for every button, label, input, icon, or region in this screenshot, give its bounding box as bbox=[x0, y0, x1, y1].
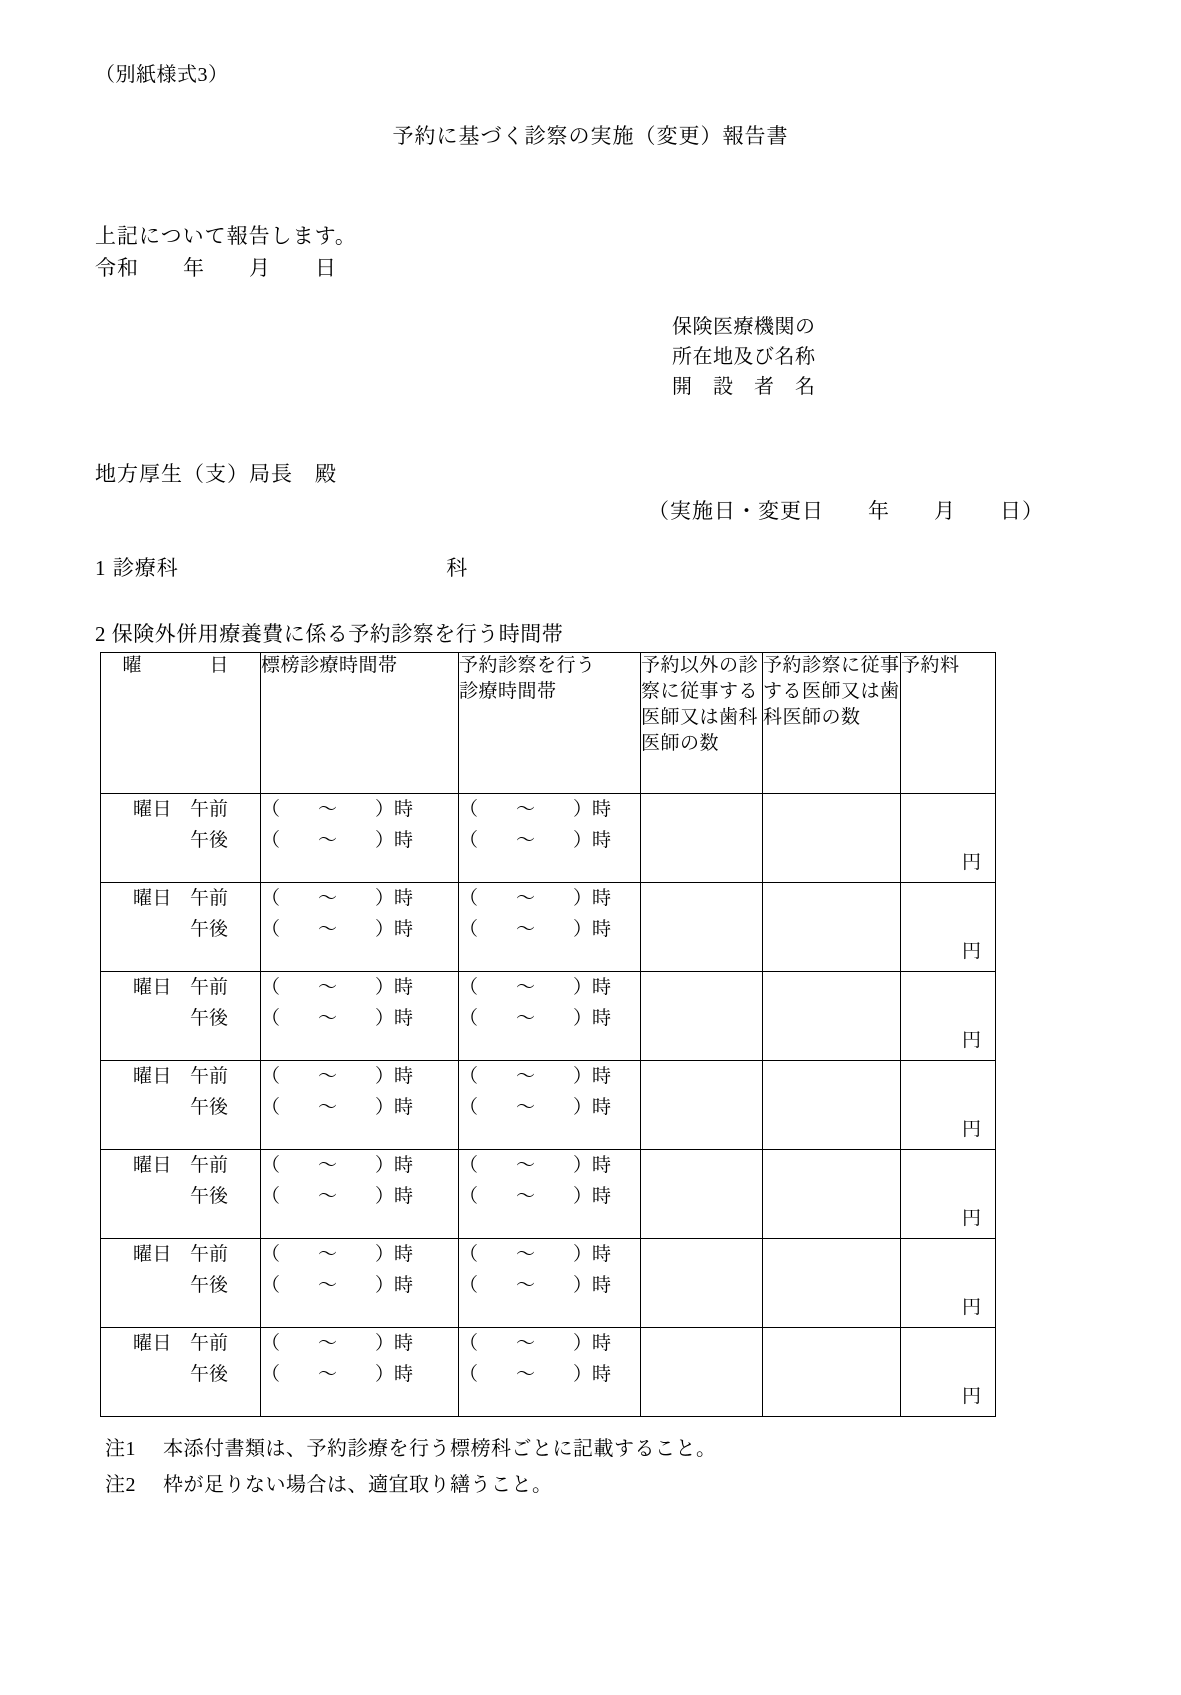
table-header-row bbox=[101, 653, 996, 794]
form-code: （別紙様式3） bbox=[95, 64, 229, 86]
row-am-label: 午前 bbox=[190, 799, 229, 820]
doctors-reserved-cell[interactable] bbox=[763, 1061, 901, 1150]
schedule-table bbox=[100, 652, 996, 1417]
section-2-heading bbox=[95, 618, 563, 648]
header-fee: 予約料 bbox=[901, 653, 996, 794]
header-reserved-hours-line-1: 予約診察を行う bbox=[459, 655, 596, 676]
note-2-label: 注2 bbox=[105, 1474, 136, 1496]
facility-info-block bbox=[672, 312, 816, 402]
reserved-am-field[interactable]: （ ～ ）時 bbox=[459, 977, 612, 998]
reserved-am-field[interactable]: （ ～ ）時 bbox=[459, 1066, 612, 1087]
facility-label-line-2: 所在地及び名称 bbox=[672, 346, 816, 368]
doctors-other-cell[interactable] bbox=[641, 1150, 763, 1239]
row-pm-label: 午後 bbox=[190, 1186, 229, 1207]
hyobo-am-field[interactable]: （ ～ ）時 bbox=[261, 888, 414, 909]
fee-unit: 円 bbox=[961, 1297, 981, 1318]
hyobo-hours-cell[interactable] bbox=[261, 794, 459, 883]
note-2 bbox=[105, 1468, 553, 1497]
fee-unit: 円 bbox=[961, 1208, 981, 1229]
row-day-label: 曜日 bbox=[132, 799, 172, 820]
row-am-label: 午前 bbox=[190, 1066, 229, 1087]
row-am-label: 午前 bbox=[190, 888, 229, 909]
table-row bbox=[101, 1150, 996, 1239]
hyobo-hours-cell[interactable] bbox=[261, 1328, 459, 1417]
row-day-label: 曜日 bbox=[132, 1066, 172, 1087]
row-pm-label: 午後 bbox=[190, 1275, 229, 1296]
hyobo-pm-field[interactable]: （ ～ ）時 bbox=[261, 1008, 414, 1029]
fee-cell[interactable] bbox=[901, 794, 996, 883]
reserved-hours-cell[interactable] bbox=[459, 1328, 641, 1417]
facility-label-line-3: 開 設 者 名 bbox=[672, 376, 816, 398]
fee-cell[interactable] bbox=[901, 1239, 996, 1328]
row-day-cell bbox=[101, 883, 261, 972]
reserved-hours-cell[interactable] bbox=[459, 1150, 641, 1239]
row-pm-label: 午後 bbox=[190, 830, 229, 851]
section-1-number: 1 bbox=[95, 556, 107, 580]
reserved-hours-cell[interactable] bbox=[459, 794, 641, 883]
hyobo-hours-cell[interactable] bbox=[261, 1239, 459, 1328]
fee-cell[interactable] bbox=[901, 972, 996, 1061]
fee-cell[interactable] bbox=[901, 1061, 996, 1150]
intro-statement: 上記について報告します。 bbox=[95, 224, 357, 248]
doctors-reserved-cell[interactable] bbox=[763, 1150, 901, 1239]
note-1-text: 本添付書類は、予約診療を行う標榜科ごとに記載すること。 bbox=[163, 1438, 717, 1460]
header-hyobo-hours: 標榜診療時間帯 bbox=[261, 653, 459, 794]
table-row bbox=[101, 883, 996, 972]
row-pm-label: 午後 bbox=[190, 1364, 229, 1385]
row-day-cell bbox=[101, 1061, 261, 1150]
row-am-label: 午前 bbox=[190, 977, 229, 998]
fee-cell[interactable] bbox=[901, 1328, 996, 1417]
hyobo-am-field[interactable]: （ ～ ）時 bbox=[261, 799, 414, 820]
hyobo-pm-field[interactable]: （ ～ ）時 bbox=[261, 1097, 414, 1118]
doctors-other-cell[interactable] bbox=[641, 1239, 763, 1328]
doctors-reserved-cell[interactable] bbox=[763, 1239, 901, 1328]
table-row bbox=[101, 1328, 996, 1417]
row-day-cell bbox=[101, 1239, 261, 1328]
reserved-am-field[interactable]: （ ～ ）時 bbox=[459, 1155, 612, 1176]
reserved-pm-field[interactable]: （ ～ ）時 bbox=[459, 830, 612, 851]
doctors-reserved-cell[interactable] bbox=[763, 972, 901, 1061]
note-1 bbox=[105, 1432, 717, 1461]
reserved-pm-field[interactable]: （ ～ ）時 bbox=[459, 1364, 612, 1385]
report-date-line: 令和 年 月 日 bbox=[95, 256, 337, 280]
section-1-unit: 科 bbox=[446, 556, 469, 580]
facility-label-line-1: 保険医療機関の bbox=[672, 316, 816, 338]
doctors-other-cell[interactable] bbox=[641, 972, 763, 1061]
hyobo-am-field[interactable]: （ ～ ）時 bbox=[261, 1066, 414, 1087]
reserved-pm-field[interactable]: （ ～ ）時 bbox=[459, 1186, 612, 1207]
header-doctors-other: 予約以外の診察に従事する医師又は歯科医師の数 bbox=[641, 653, 763, 794]
implementation-date-line: （実施日・変更日 年 月 日） bbox=[648, 499, 1044, 523]
row-pm-label: 午後 bbox=[190, 1097, 229, 1118]
hyobo-am-field[interactable]: （ ～ ）時 bbox=[261, 1155, 414, 1176]
table-row bbox=[101, 794, 996, 883]
reserved-hours-cell[interactable] bbox=[459, 883, 641, 972]
row-am-label: 午前 bbox=[190, 1333, 229, 1354]
fee-unit: 円 bbox=[961, 1386, 981, 1407]
fee-cell[interactable] bbox=[901, 1150, 996, 1239]
doctors-reserved-cell[interactable] bbox=[763, 794, 901, 883]
reserved-hours-cell[interactable] bbox=[459, 1061, 641, 1150]
header-doctors-reserved: 予約診察に従事する医師又は歯科医師の数 bbox=[763, 653, 901, 794]
hyobo-hours-cell[interactable] bbox=[261, 883, 459, 972]
row-day-label: 曜日 bbox=[132, 1244, 172, 1265]
hyobo-pm-field[interactable]: （ ～ ）時 bbox=[261, 830, 414, 851]
reserved-pm-field[interactable]: （ ～ ）時 bbox=[459, 919, 612, 940]
row-pm-label: 午後 bbox=[190, 919, 229, 940]
hyobo-am-field[interactable]: （ ～ ）時 bbox=[261, 1333, 414, 1354]
row-day-label: 曜日 bbox=[132, 1155, 172, 1176]
hyobo-am-field[interactable]: （ ～ ）時 bbox=[261, 1244, 414, 1265]
hyobo-pm-field[interactable]: （ ～ ）時 bbox=[261, 1364, 414, 1385]
hyobo-hours-cell[interactable] bbox=[261, 972, 459, 1061]
hyobo-hours-cell[interactable] bbox=[261, 1150, 459, 1239]
reserved-pm-field[interactable]: （ ～ ）時 bbox=[459, 1275, 612, 1296]
addressee-line: 地方厚生（支）局長 殿 bbox=[95, 462, 337, 486]
header-reserved-hours bbox=[459, 653, 641, 794]
hyobo-pm-field[interactable]: （ ～ ）時 bbox=[261, 1275, 414, 1296]
row-day-cell bbox=[101, 1150, 261, 1239]
row-day-label: 曜日 bbox=[132, 1333, 172, 1354]
row-day-cell bbox=[101, 972, 261, 1061]
doctors-other-cell[interactable] bbox=[641, 1328, 763, 1417]
reserved-pm-field[interactable]: （ ～ ）時 bbox=[459, 1097, 612, 1118]
fee-unit: 円 bbox=[961, 941, 981, 962]
doctors-other-cell[interactable] bbox=[641, 1061, 763, 1150]
hyobo-hours-cell[interactable] bbox=[261, 1061, 459, 1150]
table-row bbox=[101, 1239, 996, 1328]
note-2-text: 枠が足りない場合は、適宜取り繕うこと。 bbox=[163, 1474, 553, 1496]
fee-unit: 円 bbox=[961, 852, 981, 873]
fee-cell[interactable] bbox=[901, 883, 996, 972]
doctors-other-cell[interactable] bbox=[641, 794, 763, 883]
reserved-pm-field[interactable]: （ ～ ）時 bbox=[459, 1008, 612, 1029]
doctors-other-cell[interactable] bbox=[641, 883, 763, 972]
table-row bbox=[101, 1061, 996, 1150]
table-row bbox=[101, 972, 996, 1061]
section-2-label: 保険外併用療養費に係る予約診察を行う時間帯 bbox=[111, 622, 564, 646]
reserved-hours-cell[interactable] bbox=[459, 972, 641, 1061]
row-day-label: 曜日 bbox=[132, 888, 172, 909]
hyobo-pm-field[interactable]: （ ～ ）時 bbox=[261, 1186, 414, 1207]
section-1-heading bbox=[95, 552, 468, 582]
hyobo-am-field[interactable]: （ ～ ）時 bbox=[261, 977, 414, 998]
reserved-am-field[interactable]: （ ～ ）時 bbox=[459, 1333, 612, 1354]
row-am-label: 午前 bbox=[190, 1155, 229, 1176]
reserved-am-field[interactable]: （ ～ ）時 bbox=[459, 1244, 612, 1265]
row-day-cell bbox=[101, 794, 261, 883]
page-title: 予約に基づく診察の実施（変更）報告書 bbox=[392, 124, 789, 148]
hyobo-pm-field[interactable]: （ ～ ）時 bbox=[261, 919, 414, 940]
row-am-label: 午前 bbox=[190, 1244, 229, 1265]
row-pm-label: 午後 bbox=[190, 1008, 229, 1029]
row-day-cell bbox=[101, 1328, 261, 1417]
header-reserved-hours-line-2: 診療時間帯 bbox=[459, 681, 557, 702]
reserved-am-field[interactable]: （ ～ ）時 bbox=[459, 888, 612, 909]
row-day-label: 曜日 bbox=[132, 977, 172, 998]
fee-unit: 円 bbox=[961, 1030, 981, 1051]
section-1-label: 診療科 bbox=[112, 556, 179, 580]
header-day: 曜 日 bbox=[101, 653, 261, 794]
doctors-reserved-cell[interactable] bbox=[763, 883, 901, 972]
section-2-number: 2 bbox=[95, 622, 106, 646]
fee-unit: 円 bbox=[961, 1119, 981, 1140]
doctors-reserved-cell[interactable] bbox=[763, 1328, 901, 1417]
note-1-label: 注1 bbox=[105, 1438, 136, 1460]
reserved-hours-cell[interactable] bbox=[459, 1239, 641, 1328]
reserved-am-field[interactable]: （ ～ ）時 bbox=[459, 799, 612, 820]
